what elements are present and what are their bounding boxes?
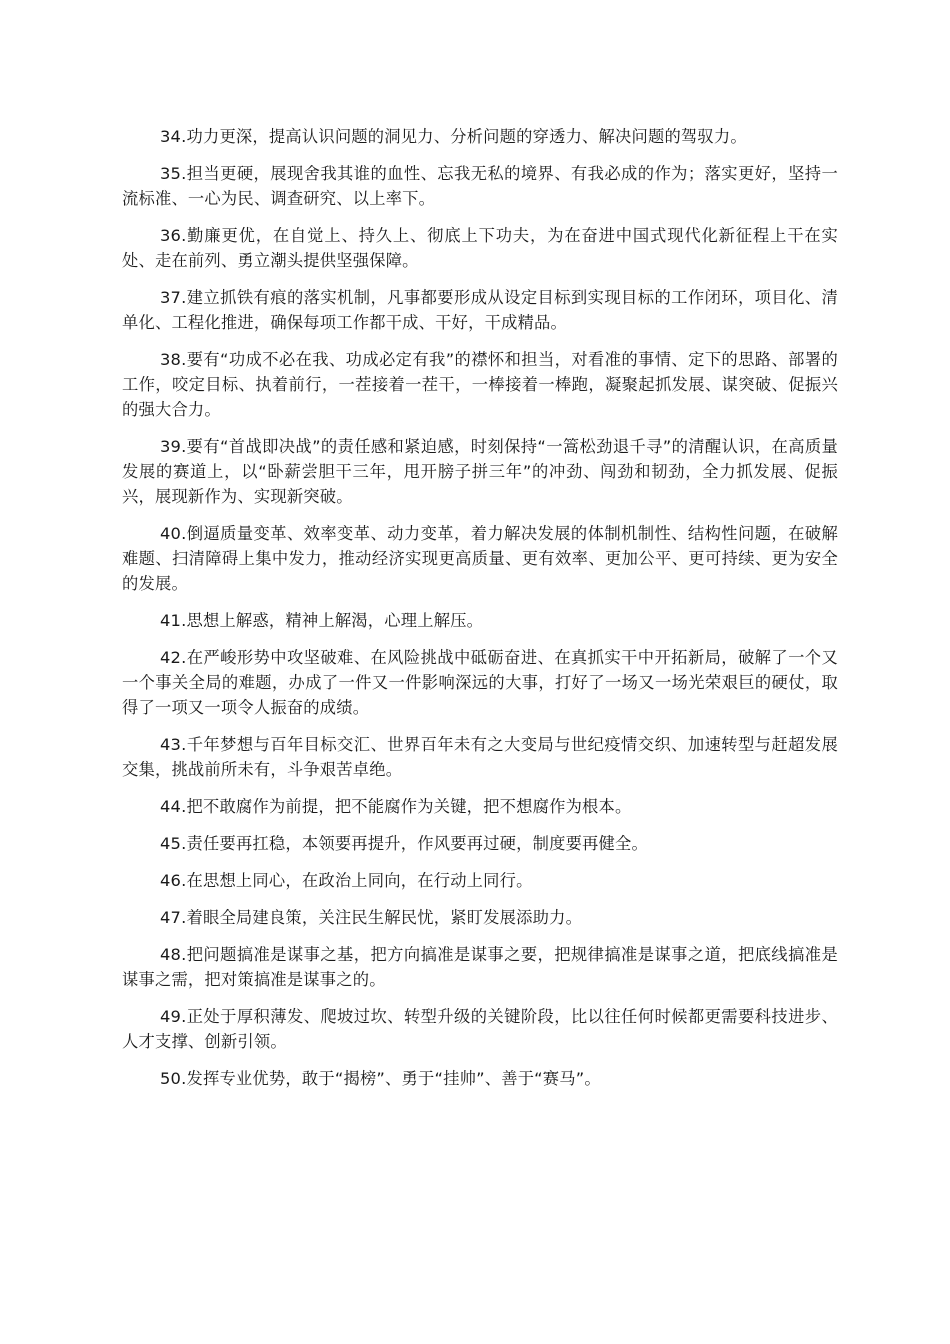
- document-body: [122, 124, 838, 1103]
- paragraph-37: 37.建立抓铁有痕的落实机制，凡事都要形成从设定目标到实现目标的工作闭环，项目化、清单化、工程化推进，确保每项工作都干成、干好，干成精品。: [122, 288, 838, 332]
- paragraph-49: 49.正处于厚积薄发、爬坡过坎、转型升级的关键阶段，比以往任何时候都更需要科技进步、人才支撑、创新引领。: [122, 1007, 838, 1051]
- paragraph-45: 45.责任要再扛稳，本领要再提升，作风要再过硬，制度要再健全。: [160, 834, 648, 853]
- paragraph-36: 36.勤廉更优，在自觉上、持久上、彻底上下功夫，为在奋进中国式现代化新征程上干在实处、走在前列、勇立潮头提供坚强保障。: [122, 226, 838, 270]
- paragraph-42: 42.在严峻形势中攻坚破难、在风险挑战中砥砺奋进、在真抓实干中开拓新局，破解了一个又一个事关全局的难题，办成了一件又一件影响深远的大事，打好了一场又一场光荣艰巨的硬仗，取得了一项又一项令人振奋的成绩。: [122, 648, 838, 717]
- paragraph-43: 43.千年梦想与百年目标交汇、世界百年未有之大变局与世纪疫情交织、加速转型与赶超发展交集，挑战前所未有，斗争艰苦卓绝。: [122, 735, 838, 779]
- paragraph-40: 40.倒逼质量变革、效率变革、动力变革，着力解决发展的体制机制性、结构性问题，在破解难题、扫清障碍上集中发力，推动经济实现更高质量、更有效率、更加公平、更可持续、更为安全的发展。: [122, 524, 838, 593]
- paragraph-38: 38.要有“功成不必在我、功成必定有我”的襟怀和担当，对看准的事情、定下的思路、部署的工作，咬定目标、执着前行，一茬接着一茬干，一棒接着一棒跑，凝聚起抓发展、谋突破、促振兴的强大合力。: [122, 350, 838, 419]
- paragraph-35: 35.担当更硬，展现舍我其谁的血性、忘我无私的境界、有我必成的作为；落实更好，坚持一流标准、一心为民、调查研究、以上率下。: [122, 164, 838, 208]
- paragraph-41: 41.思想上解惑，精神上解渴，心理上解压。: [160, 611, 484, 630]
- paragraph-48: 48.把问题搞准是谋事之基，把方向搞准是谋事之要，把规律搞准是谋事之道，把底线搞准是谋事之需，把对策搞准是谋事之的。: [122, 945, 838, 989]
- paragraph-50: 50.发挥专业优势，敢于“揭榜”、勇于“挂帅”、善于“赛马”。: [160, 1069, 601, 1088]
- paragraph-47: 47.着眼全局建良策，关注民生解民忧，紧盯发展添助力。: [160, 908, 583, 927]
- paragraph-34: 34.功力更深，提高认识问题的洞见力、分析问题的穿透力、解决问题的驾驭力。: [160, 127, 747, 146]
- paragraph-46: 46.在思想上同心，在政治上同向，在行动上同行。: [160, 871, 533, 890]
- paragraph-39: 39.要有“首战即决战”的责任感和紧迫感，时刻保持“一篙松劲退千寻”的清醒认识，在高质量发展的赛道上，以“卧薪尝胆干三年，甩开膀子拼三年”的冲劲、闯劲和韧劲，全力抓发展、促振兴，展现新作为、实现新突破。: [122, 437, 838, 506]
- paragraph-44: 44.把不敢腐作为前提，把不能腐作为关键，把不想腐作为根本。: [160, 797, 632, 816]
